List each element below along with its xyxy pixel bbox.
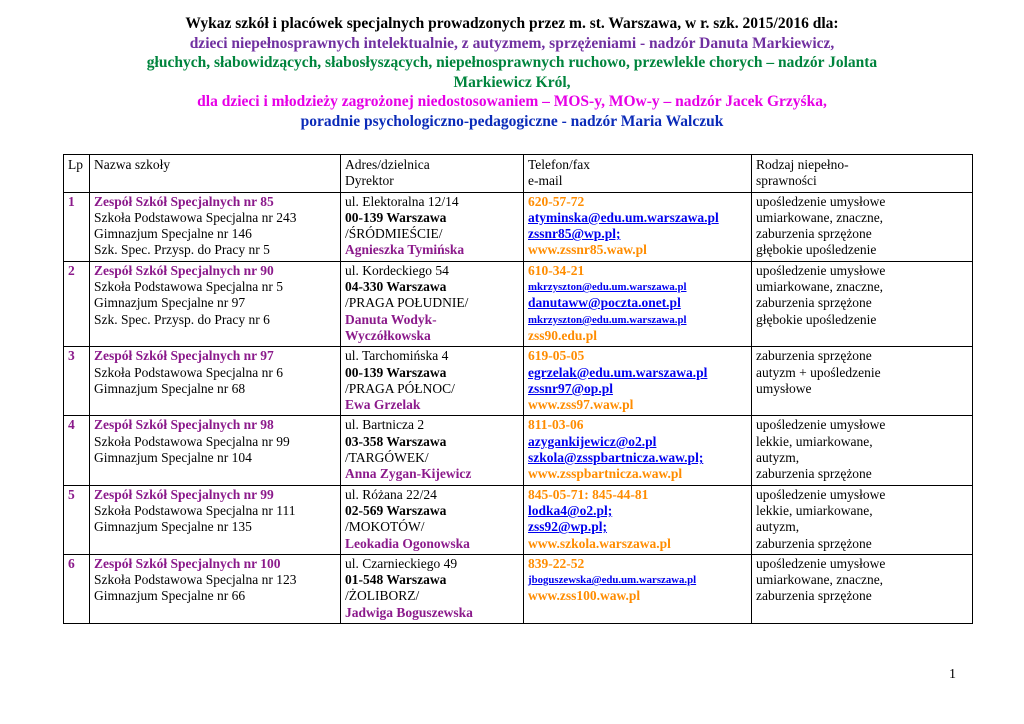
table-row (64, 347, 973, 416)
cell-school-name (90, 554, 341, 623)
header-disability-label-cont: sprawności (756, 173, 817, 189)
disability-type: zaburzenia sprzężone (756, 588, 872, 604)
page-number: 1 (949, 667, 956, 682)
disability-type: lekkie, umiarkowane, (756, 433, 873, 449)
disability-type: autyzm, (756, 519, 800, 535)
district: /PRAGA PÓŁNOC/ (345, 380, 455, 396)
row-number: 1 (68, 193, 75, 209)
schools-table (63, 154, 973, 624)
email-link[interactable]: jboguszewska@edu.um.warszawa.pl (528, 574, 697, 587)
website-link[interactable]: www.zsspbartnicza.waw.pl (528, 466, 683, 482)
table-header-row (64, 155, 973, 193)
district: /ŻOLIBORZ/ (345, 588, 420, 604)
cell-school-name (90, 261, 341, 346)
cell-contact (524, 261, 752, 346)
cell-disability (752, 554, 973, 623)
disability-type: autyzm + upośledzenie (756, 364, 881, 380)
header-supervisor-mos: dla dzieci i młodzieży zagrożonej niedostosowaniem – MOS-y, MOw-y – nadzór Jacek Grzyśka, (197, 93, 827, 110)
district: /ŚRÓDMIEŚCIE/ (345, 226, 443, 242)
cell-school-name (90, 416, 341, 485)
cell-school-name (90, 485, 341, 554)
disability-type: upośledzenie umysłowe (756, 486, 886, 502)
disability-type: umiarkowane, znaczne, (756, 572, 884, 588)
school-unit-name: Szkoła Podstawowa Specjalna nr 99 (94, 433, 290, 449)
school-unit-name: Szkoła Podstawowa Specjalna nr 111 (94, 502, 296, 518)
table-row (64, 192, 973, 261)
cell-disability (752, 485, 973, 554)
director-name: Leokadia Ogonowska (345, 535, 470, 551)
cell-disability (752, 416, 973, 485)
header-name-label: Nazwa szkoły (94, 157, 171, 172)
school-unit-name: Gimnazjum Specjalne nr 104 (94, 450, 252, 466)
header-address (341, 155, 524, 193)
street-address: ul. Czarnieckiego 49 (345, 555, 458, 571)
disability-type: umiarkowane, znaczne, (756, 279, 884, 295)
school-unit-name: Szkoła Podstawowa Specjalna nr 5 (94, 279, 283, 295)
school-unit-name: Gimnazjum Specjalne nr 135 (94, 519, 252, 535)
website-link[interactable]: www.zssnr85.waw.pl (528, 242, 647, 258)
cell-school-name (90, 347, 341, 416)
row-number: 6 (68, 555, 75, 571)
cell-contact (524, 192, 752, 261)
postal-code: 03-358 Warszawa (345, 433, 447, 449)
cell-lp (64, 485, 90, 554)
header-phone-label: Telefon/fax (528, 157, 591, 172)
header-title: Wykaz szkół i placówek specjalnych prowadzonych przez m. st. Warszawa, w r. szk. 2015/2016 dla: (185, 15, 839, 32)
disability-type: umysłowe (756, 380, 812, 396)
cell-contact (524, 347, 752, 416)
email-link[interactable]: zssnr85@wp.pl; (528, 226, 621, 242)
email-link[interactable]: mkrzyszton@edu.um.warszawa.pl (528, 313, 687, 326)
header-name (90, 155, 341, 193)
website-link[interactable]: zss90.edu.pl (528, 327, 598, 343)
table-row (64, 261, 973, 346)
cell-lp (64, 261, 90, 346)
email-link[interactable]: zssnr97@op.pl (528, 380, 613, 396)
email-link[interactable]: azygankijewicz@o2.pl (528, 433, 657, 449)
school-complex-name: Zespół Szkół Specjalnych nr 97 (94, 348, 274, 364)
website-link[interactable]: www.szkola.warszawa.pl (528, 535, 671, 551)
school-unit-name: Szkoła Podstawowa Specjalna nr 123 (94, 572, 297, 588)
postal-code: 01-548 Warszawa (345, 572, 447, 588)
phone-number: 845-05-71: 845-44-81 (528, 486, 649, 502)
header-phone (524, 155, 752, 193)
postal-code: 02-569 Warszawa (345, 502, 447, 518)
email-link[interactable]: egrzelak@edu.um.warszawa.pl (528, 364, 708, 380)
school-unit-name: Gimnazjum Specjalne nr 68 (94, 380, 246, 396)
postal-code: 00-139 Warszawa (345, 364, 447, 380)
cell-disability (752, 261, 973, 346)
row-number: 4 (68, 417, 75, 433)
phone-number: 811-03-06 (528, 417, 584, 433)
row-number: 2 (68, 262, 75, 278)
school-unit-name: Gimnazjum Specjalne nr 66 (94, 588, 246, 604)
header-supervisor-intellectual: dzieci niepełnosprawnych intelektualnie, z autyzmem, sprzężeniami - nadzór Danuta Markiewicz, (189, 34, 835, 52)
table-row (64, 485, 973, 554)
disability-type: lekkie, umiarkowane, (756, 502, 873, 518)
postal-code: 04-330 Warszawa (345, 279, 447, 295)
cell-lp (64, 554, 90, 623)
header-address-label: Adres/dzielnica (345, 157, 430, 172)
street-address: ul. Tarchomińska 4 (345, 348, 449, 364)
email-link[interactable]: lodka4@o2.pl; (528, 502, 613, 518)
disability-type: zaburzenia sprzężone (756, 295, 872, 311)
school-complex-name: Zespół Szkół Specjalnych nr 99 (94, 486, 274, 502)
header-disability-label: Rodzaj niepełno- (756, 157, 849, 172)
cell-contact (524, 416, 752, 485)
director-name: Danuta Wodyk- (345, 311, 437, 327)
school-unit-name: Szkoła Podstawowa Specjalna nr 6 (94, 364, 283, 380)
disability-type: zaburzenia sprzężone (756, 466, 872, 482)
disability-type: głębokie upośledzenie (756, 311, 877, 327)
district: /TARGÓWEK/ (345, 450, 429, 466)
row-number: 5 (68, 486, 75, 502)
email-link[interactable]: danutaww@poczta.onet.pl (528, 295, 681, 311)
cell-contact (524, 554, 752, 623)
street-address: ul. Kordeckiego 54 (345, 262, 449, 278)
district: /MOKOTÓW/ (345, 519, 425, 535)
email-link[interactable]: szkola@zsspbartnicza.waw.pl; (528, 450, 704, 466)
disability-type: umiarkowane, znaczne, (756, 209, 884, 225)
street-address: ul. Elektoralna 12/14 (345, 193, 459, 209)
table-row (64, 554, 973, 623)
cell-address (341, 347, 524, 416)
disability-type: zaburzenia sprzężone (756, 535, 872, 551)
email-link[interactable]: zss92@wp.pl; (528, 519, 607, 535)
school-complex-name: Zespół Szkół Specjalnych nr 98 (94, 417, 274, 433)
cell-lp (64, 192, 90, 261)
school-unit-name: Szk. Spec. Przysp. do Pracy nr 6 (94, 311, 270, 327)
cell-address (341, 416, 524, 485)
phone-number: 619-05-05 (528, 348, 585, 364)
disability-type: upośledzenie umysłowe (756, 417, 886, 433)
director-name: Ewa Grzelak (345, 397, 421, 413)
school-unit-name: Szkoła Podstawowa Specjalna nr 243 (94, 209, 297, 225)
postal-code: 00-139 Warszawa (345, 209, 447, 225)
phone-number: 610-34-21 (528, 262, 585, 278)
header-email-label: e-mail (528, 173, 563, 189)
school-unit-name: Gimnazjum Specjalne nr 146 (94, 226, 252, 242)
disability-type: autyzm, (756, 450, 800, 466)
website-link[interactable]: www.zss100.waw.pl (528, 588, 641, 604)
director-name: Wyczółkowska (345, 327, 431, 343)
header-lp (64, 155, 90, 193)
school-complex-name: Zespół Szkół Specjalnych nr 85 (94, 193, 274, 209)
cell-contact (524, 485, 752, 554)
cell-disability (752, 347, 973, 416)
header-director-label: Dyrektor (345, 173, 394, 189)
header-supervisor-sensory: głuchych, słabowidzących, słabosłyszących, niepełnosprawnych ruchowo, przewlekle chorych – nadzór Jolanta (146, 54, 878, 71)
phone-number: 620-57-72 (528, 193, 585, 209)
street-address: ul. Bartnicza 2 (345, 417, 425, 433)
header-supervisor-counseling: poradnie psychologiczno-pedagogiczne - nadzór Maria Walczuk (300, 112, 724, 130)
website-link[interactable]: www.zss97.waw.pl (528, 397, 634, 413)
school-complex-name: Zespół Szkół Specjalnych nr 100 (94, 555, 281, 571)
email-link[interactable]: mkrzyszton@edu.um.warszawa.pl (528, 281, 687, 294)
disability-type: upośledzenie umysłowe (756, 555, 886, 571)
header-disability (752, 155, 973, 193)
school-complex-name: Zespół Szkół Specjalnych nr 90 (94, 262, 274, 278)
document-header (60, 14, 964, 131)
cell-address (341, 485, 524, 554)
disability-type: upośledzenie umysłowe (756, 193, 886, 209)
director-name: Anna Zygan-Kijewicz (345, 466, 472, 482)
table-row (64, 416, 973, 485)
row-number: 3 (68, 348, 75, 364)
school-unit-name: Gimnazjum Specjalne nr 97 (94, 295, 246, 311)
email-link[interactable]: atyminska@edu.um.warszawa.pl (528, 209, 719, 225)
district: /PRAGA POŁUDNIE/ (345, 295, 469, 311)
director-name: Agnieszka Tymińska (345, 242, 465, 258)
director-name: Jadwiga Boguszewska (345, 604, 473, 620)
disability-type: zaburzenia sprzężone (756, 348, 872, 364)
disability-type: głębokie upośledzenie (756, 242, 877, 258)
header-lp-label: Lp (68, 157, 83, 172)
cell-address (341, 261, 524, 346)
street-address: ul. Różana 22/24 (345, 486, 437, 502)
disability-type: zaburzenia sprzężone (756, 226, 872, 242)
cell-lp (64, 347, 90, 416)
phone-number: 839-22-52 (528, 555, 585, 571)
header-supervisor-sensory-cont: Markiewicz Król, (453, 73, 571, 91)
school-unit-name: Szk. Spec. Przysp. do Pracy nr 5 (94, 242, 270, 258)
cell-address (341, 192, 524, 261)
cell-address (341, 554, 524, 623)
cell-school-name (90, 192, 341, 261)
cell-lp (64, 416, 90, 485)
cell-disability (752, 192, 973, 261)
disability-type: upośledzenie umysłowe (756, 262, 886, 278)
